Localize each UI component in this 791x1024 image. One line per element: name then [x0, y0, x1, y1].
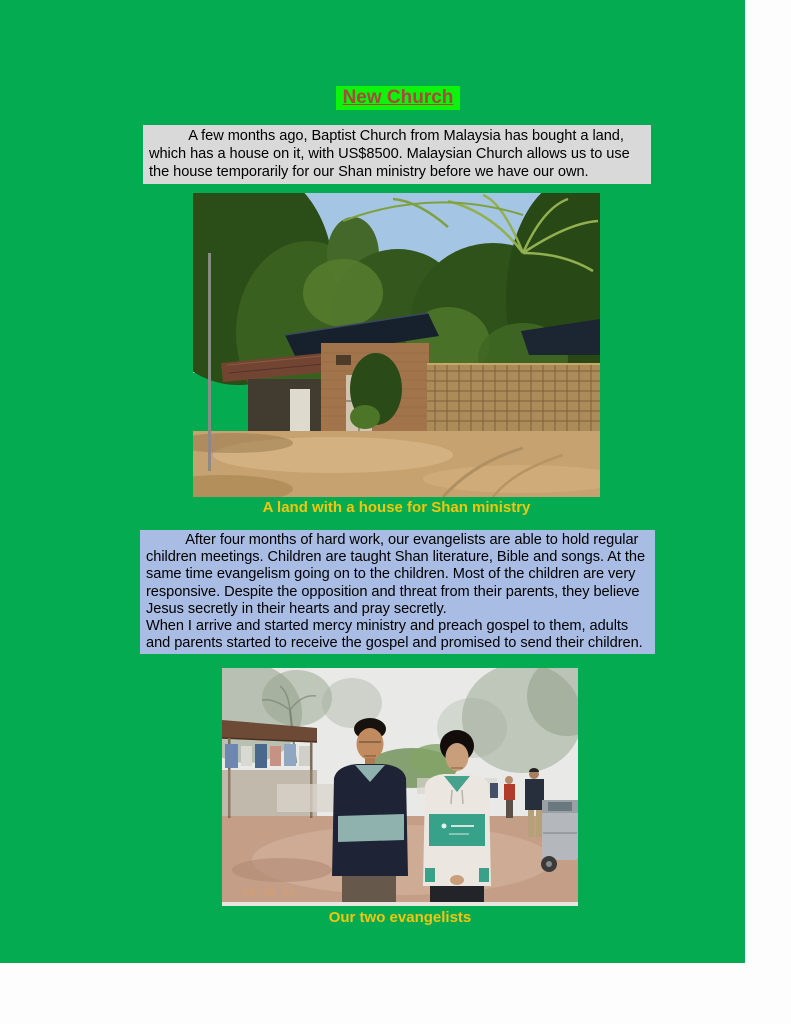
children-line: children meetings. Children are taught Shan literature, Bible and songs. At the	[146, 549, 646, 566]
intro-line: which has a house on it, with US$8500. Malaysian Church allows us to use	[149, 146, 630, 163]
dirt-ground	[193, 431, 600, 497]
photo2-caption: Our two evangelists	[328, 909, 472, 926]
evangelists-photo	[222, 668, 578, 906]
children-line: responsive. Despite the opposition and threat from their parents, they believe	[146, 583, 640, 600]
intro-line: the house temporarily for our Shan ministry before we have our own.	[149, 164, 589, 181]
intro-paragraph	[143, 125, 651, 184]
children-line: Jesus secretly in their hearts and pray secretly.	[146, 600, 447, 617]
photo-bottom-edge	[222, 902, 578, 906]
date-stamp: 10 48 11	[242, 886, 295, 899]
page-title-row	[51, 86, 745, 110]
photo1-caption: A land with a house for Shan ministry	[262, 499, 531, 516]
children-line: same time evangelism going on to the children. Most of the children are very	[146, 566, 636, 583]
utility-pole	[208, 253, 211, 471]
children-line: When I arrive and started mercy ministry and preach gospel to them, adults	[146, 618, 629, 635]
intro-line: A few months ago, Baptist Church from Malaysia has bought a land,	[149, 128, 624, 144]
children-ministry-paragraph	[140, 530, 655, 654]
bamboo-fence	[427, 363, 600, 431]
children-line: and parents started to receive the gospel and promised to send their children.	[146, 635, 643, 652]
house-photo	[193, 193, 600, 497]
page-title: New Church	[336, 86, 461, 110]
children-line: After four months of hard work, our evangelists are able to hold regular	[146, 532, 639, 548]
